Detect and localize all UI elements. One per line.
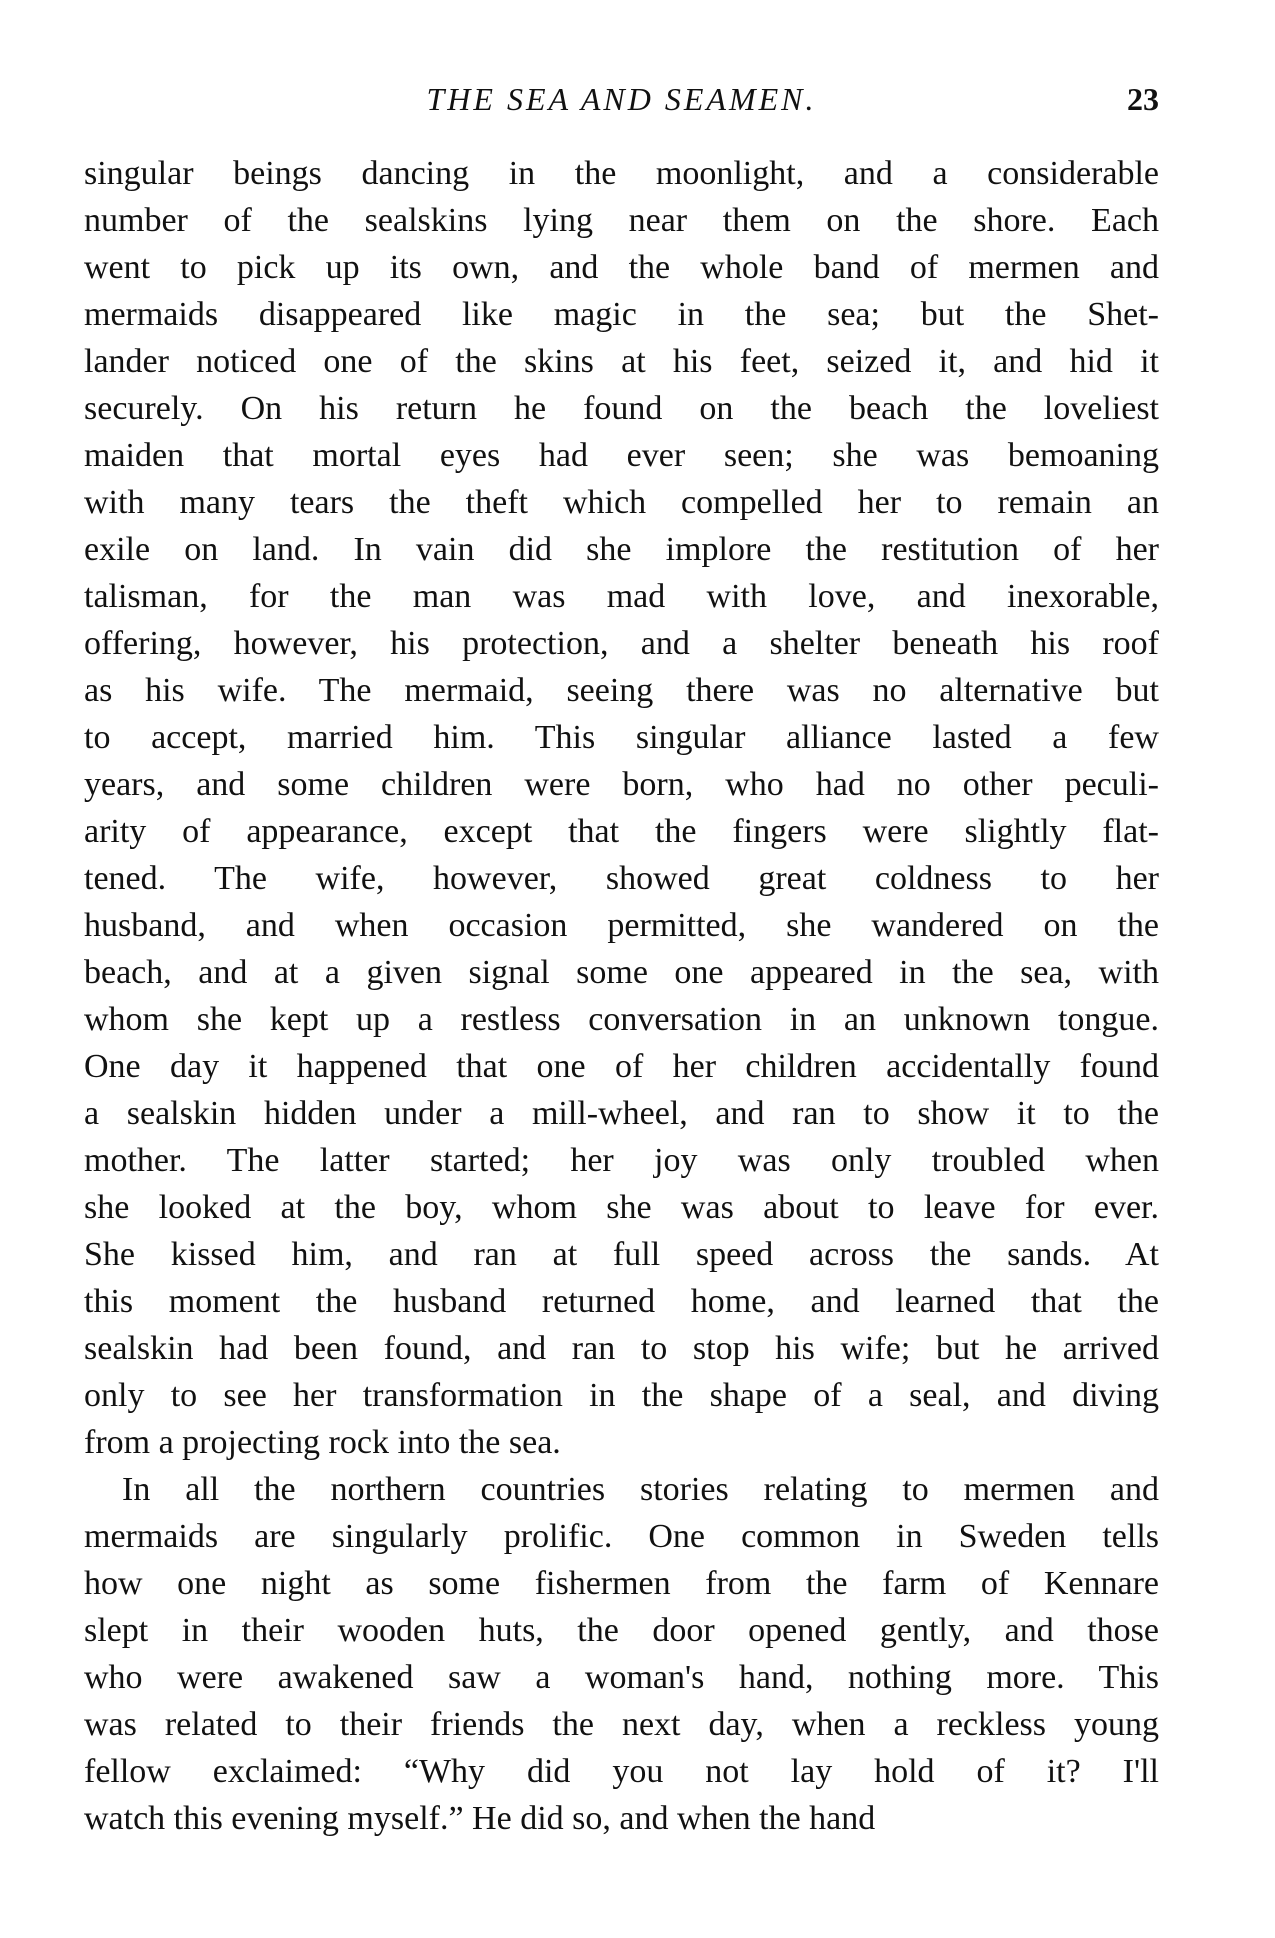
- text-line: maiden that mortal eyes had ever seen; she was bemoaning: [84, 437, 1159, 474]
- text-line: beach, and at a given signal some one appeared in the sea, with: [84, 954, 1159, 991]
- paragraph: [84, 1466, 1159, 1842]
- text-line: watch this evening myself.” He did so, and when the hand: [84, 1800, 876, 1837]
- running-title: THE SEA AND SEAMEN.: [426, 81, 817, 117]
- text-line: One day it happened that one of her children accidentally found: [84, 1048, 1159, 1085]
- text-line: sealskin had been found, and ran to stop his wife; but he arrived: [84, 1330, 1159, 1367]
- text-line: from a projecting rock into the sea.: [84, 1424, 561, 1461]
- text-line: fellow exclaimed: “Why did you not lay hold of it? I'll: [84, 1753, 1159, 1790]
- text-line: years, and some children were born, who had no other peculi-: [84, 766, 1159, 803]
- text-line: as his wife. The mermaid, seeing there was no alternative but: [84, 672, 1159, 709]
- text-line: a sealskin hidden under a mill-wheel, and ran to show it to the: [84, 1095, 1159, 1132]
- running-head: [84, 76, 1159, 122]
- text-line: arity of appearance, except that the fingers were slightly flat-: [84, 813, 1159, 850]
- body-text: [84, 150, 1159, 1842]
- text-line: mother. The latter started; her joy was only troubled when: [84, 1142, 1159, 1179]
- text-line: offering, however, his protection, and a shelter beneath his roof: [84, 625, 1159, 662]
- text-line: securely. On his return he found on the beach the loveliest: [84, 390, 1159, 427]
- page-number: 23: [1127, 81, 1159, 117]
- text-line: only to see her transformation in the shape of a seal, and diving: [84, 1377, 1159, 1414]
- text-line: went to pick up its own, and the whole band of mermen and: [84, 249, 1159, 286]
- text-line: She kissed him, and ran at full speed across the sands. At: [84, 1236, 1159, 1273]
- text-line: how one night as some fishermen from the farm of Kennare: [84, 1565, 1159, 1602]
- text-line: number of the sealskins lying near them on the shore. Each: [84, 202, 1159, 239]
- text-line: she looked at the boy, whom she was about to leave for ever.: [84, 1189, 1159, 1226]
- text-line: tened. The wife, however, showed great coldness to her: [84, 860, 1159, 897]
- text-line: to accept, married him. This singular alliance lasted a few: [84, 719, 1159, 756]
- text-line: slept in their wooden huts, the door opened gently, and those: [84, 1612, 1159, 1649]
- text-line: whom she kept up a restless conversation in an unknown tongue.: [84, 1001, 1159, 1038]
- text-line: mermaids disappeared like magic in the sea; but the Shet-: [84, 296, 1159, 333]
- text-line: was related to their friends the next day, when a reckless young: [84, 1706, 1159, 1743]
- text-line: with many tears the theft which compelled her to remain an: [84, 484, 1159, 521]
- text-line: talisman, for the man was mad with love, and inexorable,: [84, 578, 1159, 615]
- paragraph: [84, 150, 1159, 1466]
- text-line: mermaids are singularly prolific. One common in Sweden tells: [84, 1518, 1159, 1555]
- text-line: who were awakened saw a woman's hand, nothing more. This: [84, 1659, 1159, 1696]
- text-line: this moment the husband returned home, and learned that the: [84, 1283, 1159, 1320]
- text-line: lander noticed one of the skins at his feet, seized it, and hid it: [84, 343, 1159, 380]
- text-line: husband, and when occasion permitted, she wandered on the: [84, 907, 1159, 944]
- text-line: In all the northern countries stories relating to mermen and: [122, 1471, 1159, 1508]
- text-line: singular beings dancing in the moonlight, and a considerable: [84, 155, 1159, 192]
- text-line: exile on land. In vain did she implore the restitution of her: [84, 531, 1159, 568]
